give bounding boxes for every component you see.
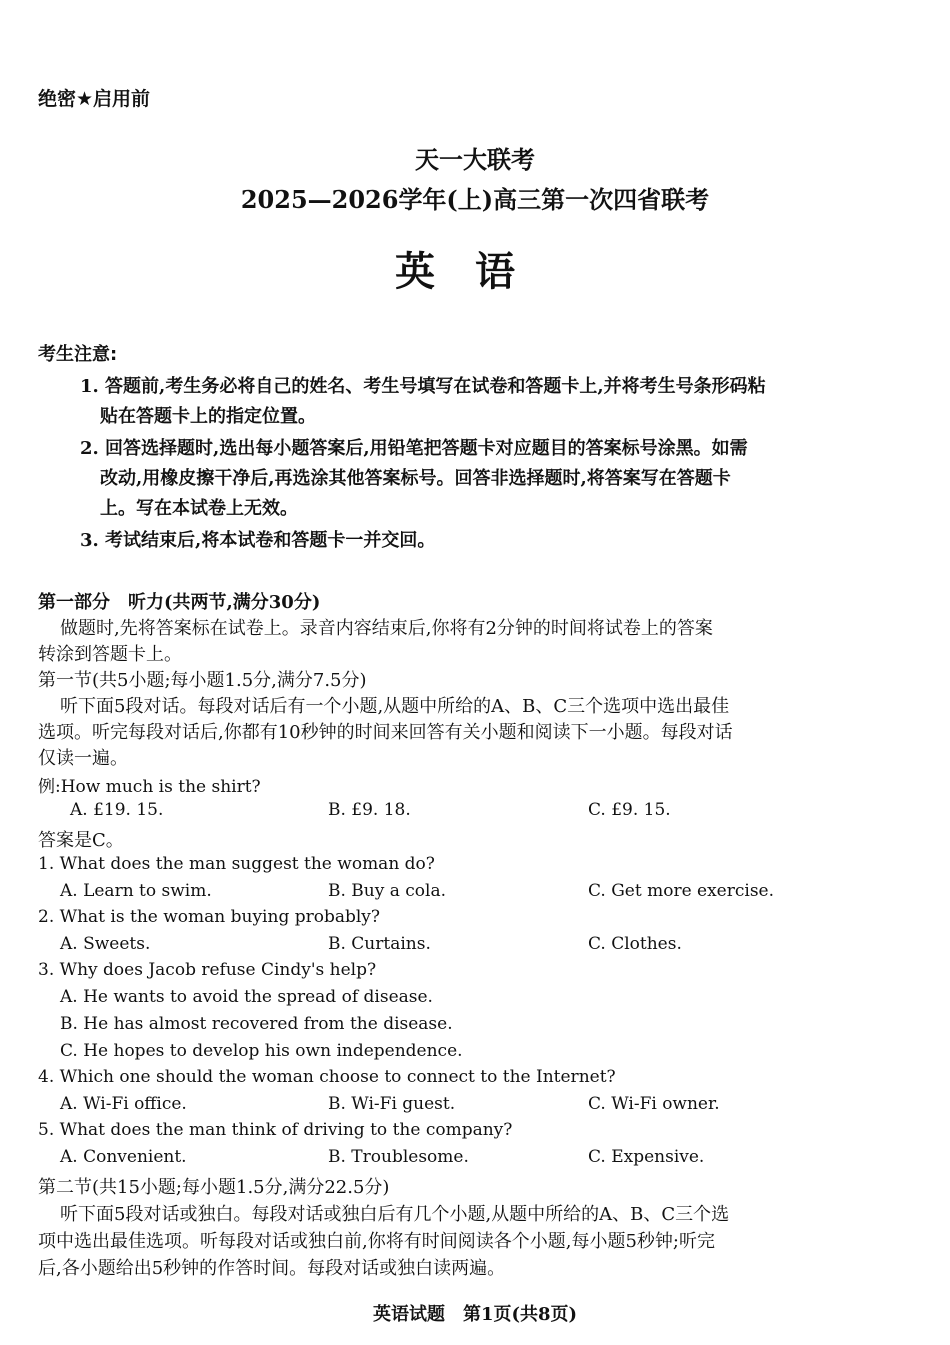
- notice-item-1-line-1: 1. 答题前,考生务必将自己的姓名、考生号填写在试卷和答题卡上,并将考生号条形码粘: [80, 376, 766, 397]
- part1-heading: 第一部分 听力(共两节,满分30分): [38, 592, 321, 613]
- question-2-option-b: B. Curtains.: [328, 934, 431, 954]
- section1-instruction-line-3: 仅读一遍。: [38, 748, 128, 769]
- question-2-option-a: A. Sweets.: [60, 934, 151, 954]
- question-5-option-a: A. Convenient.: [60, 1147, 187, 1167]
- question-3-stem: 3. Why does Jacob refuse Cindy's help?: [38, 960, 377, 980]
- section2-instruction-line-1: 听下面5段对话或独白。每段对话或独白后有几个小题,从题中所给的A、B、C三个选: [60, 1204, 730, 1225]
- question-5-stem: 5. What does the man think of driving to the company?: [38, 1120, 513, 1140]
- page-footer: 英语试题 第1页(共8页): [372, 1304, 578, 1325]
- notice-item-2-line-2: 改动,用橡皮擦干净后,再选涂其他答案标号。回答非选择题时,将答案写在答题卡: [100, 468, 731, 489]
- notice-item-3: 3. 考试结束后,将本试卷和答题卡一并交回。: [80, 530, 436, 551]
- section2-instruction-line-3: 后,各小题给出5秒钟的作答时间。每段对话或独白读两遍。: [38, 1258, 506, 1279]
- question-4-option-a: A. Wi-Fi office.: [60, 1094, 187, 1114]
- question-1-stem: 1. What does the man suggest the woman do?: [38, 854, 435, 874]
- section2-heading: 第二节(共15小题;每小题1.5分,满分22.5分): [38, 1177, 390, 1198]
- example-option-a: A. £19. 15.: [70, 800, 164, 820]
- question-3-option-a: A. He wants to avoid the spread of disease.: [60, 987, 433, 1007]
- example-option-b: B. £9. 18.: [328, 800, 411, 820]
- organizer-title: 天一大联考: [415, 145, 535, 174]
- question-3-option-c: C. He hopes to develop his own independence.: [60, 1041, 463, 1061]
- exam-title: 2025—2026学年(上)高三第一次四省联考: [240, 185, 710, 214]
- question-1-option-b: B. Buy a cola.: [328, 881, 447, 901]
- question-4-option-c: C. Wi-Fi owner.: [588, 1094, 720, 1114]
- example-question: 例:How much is the shirt?: [38, 777, 261, 797]
- subject-title: 英语: [395, 249, 555, 295]
- part1-intro-line-2: 转涂到答题卡上。: [38, 644, 182, 665]
- question-4-option-b: B. Wi-Fi guest.: [328, 1094, 456, 1114]
- section2-instruction-line-2: 项中选出最佳选项。听每段对话或独白前,你将有时间阅读各个小题,每小题5秒钟;听完: [38, 1231, 715, 1252]
- question-5-option-c: C. Expensive.: [588, 1147, 705, 1167]
- question-5-option-b: B. Troublesome.: [328, 1147, 469, 1167]
- section1-heading: 第一节(共5小题;每小题1.5分,满分7.5分): [38, 670, 367, 691]
- section1-instruction-line-2: 选项。听完每段对话后,你都有10秒钟的时间来回答有关小题和阅读下一小题。每段对话: [38, 722, 733, 743]
- question-1-option-a: A. Learn to swim.: [60, 881, 212, 901]
- question-2-stem: 2. What is the woman buying probably?: [38, 907, 381, 927]
- notice-heading: 考生注意:: [38, 344, 118, 365]
- notice-item-2-line-3: 上。写在本试卷上无效。: [100, 498, 298, 519]
- question-3-option-b: B. He has almost recovered from the disease.: [60, 1014, 453, 1034]
- example-option-c: C. £9. 15.: [588, 800, 671, 820]
- notice-item-1-line-2: 贴在答题卡上的指定位置。: [100, 406, 316, 427]
- question-1-option-c: C. Get more exercise.: [588, 881, 775, 901]
- question-2-option-c: C. Clothes.: [588, 934, 682, 954]
- example-answer: 答案是C。: [38, 830, 124, 851]
- notice-item-2-line-1: 2. 回答选择题时,选出每小题答案后,用铅笔把答题卡对应题目的答案标号涂黑。如需: [80, 438, 748, 459]
- section1-instruction-line-1: 听下面5段对话。每段对话后有一个小题,从题中所给的A、B、C三个选项中选出最佳: [60, 696, 730, 717]
- question-4-stem: 4. Which one should the woman choose to connect to the Internet?: [38, 1067, 616, 1087]
- part1-intro-line-1: 做题时,先将答案标在试卷上。录音内容结束后,你将有2分钟的时间将试卷上的答案: [60, 618, 713, 639]
- confidential-label: 绝密★启用前: [38, 88, 151, 110]
